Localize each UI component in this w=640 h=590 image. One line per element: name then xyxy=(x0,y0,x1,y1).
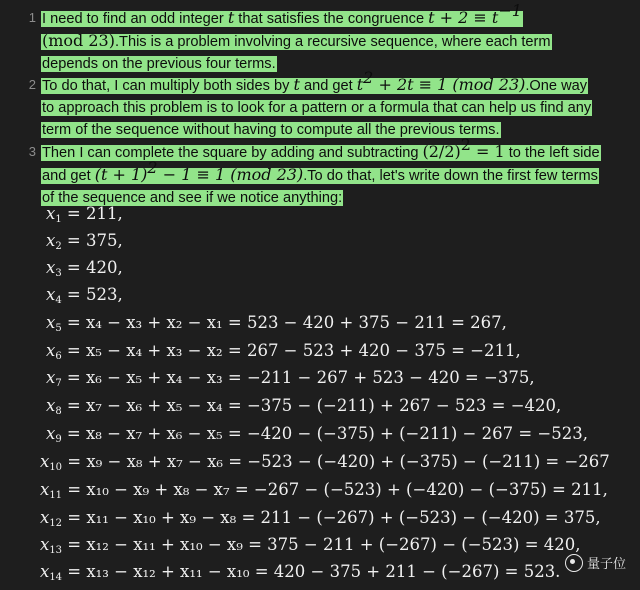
equation-row: $x_4 = 523$, xyxy=(46,285,123,306)
equation-row: $x_1 = 211$, xyxy=(46,204,123,225)
watermark-text: 量子位 xyxy=(586,556,626,571)
equation-row: $x_9 = x_8 - x_7 + x_6 - x_5 = -420 - (-375) + (-211) - 267 = -523$, xyxy=(46,424,588,445)
equation-row: $x_8 = x_7 - x_6 + x_5 - x_4 = -375 - (-211) + 267 - 523 = -420$, xyxy=(46,396,562,417)
equation-row: $x_5 = x_4 - x_3 + x_2 - x_1 = 523 - 420 + 375 - 211 = 267$, xyxy=(46,313,507,334)
watermark xyxy=(565,553,626,572)
equation-row: $x_{12} = x_{11} - x_{10} + x_9 - x_8 = 211 - (-267) + (-523) - (-420) = 375$, xyxy=(40,508,601,529)
line-number: 1 xyxy=(28,10,36,25)
line-text: Then I can complete the square by adding and subtracting $(2/2)^2 = 1$ to the left side and get $(t + 1)^2 - 1 \equiv 1$ (mod 23).To do that, let's write down the first few terms of the sequence and see if we notice anything: xyxy=(42,135,600,206)
equation-row: $x_{14} = x_{13} - x_{12} + x_{11} - x_{10} = 420 - 375 + 211 - (-267) = 523$. xyxy=(40,562,561,583)
line-number: 2 xyxy=(28,77,36,92)
equation-row: $x_3 = 420$, xyxy=(46,258,123,279)
qbitai-logo-icon xyxy=(565,554,583,572)
equation-row: $x_2 = 375$, xyxy=(46,231,123,252)
line-text: I need to find an odd integer t that satisfies the congruence $t + 2 \equiv t^{-1}$ (mod 23).This is a problem involving a recursive sequence, where each term depends on the previous four terms. xyxy=(42,1,551,72)
equation-row: $x_6 = x_5 - x_4 + x_3 - x_2 = 267 - 523 + 420 - 375 = -211$, xyxy=(46,341,521,362)
line-number: 3 xyxy=(28,144,36,159)
equation-row: $x_{10} = x_9 - x_8 + x_7 - x_6 = -523 - (-420) + (-375) - (-211) = -267$ xyxy=(40,452,610,473)
line-text: To do that, I can multiply both sides by t and get $t^2 + 2t \equiv 1$ (mod 23).One way to approach this problem is to look for a pattern or a formula that can help us find any term of the sequence without having to compute all the previous terms. xyxy=(42,68,592,138)
equation-row: $x_7 = x_6 - x_5 + x_4 - x_3 = -211 - 267 + 523 - 420 = -375$, xyxy=(46,368,535,389)
equation-row: $x_{11} = x_{10} - x_9 + x_8 - x_7 = -267 - (-523) + (-420) - (-375) = 211$, xyxy=(40,480,608,501)
equation-row: $x_{13} = x_{12} - x_{11} + x_{10} - x_9 = 375 - 211 + (-267) - (-523) = 420$, xyxy=(40,535,581,556)
